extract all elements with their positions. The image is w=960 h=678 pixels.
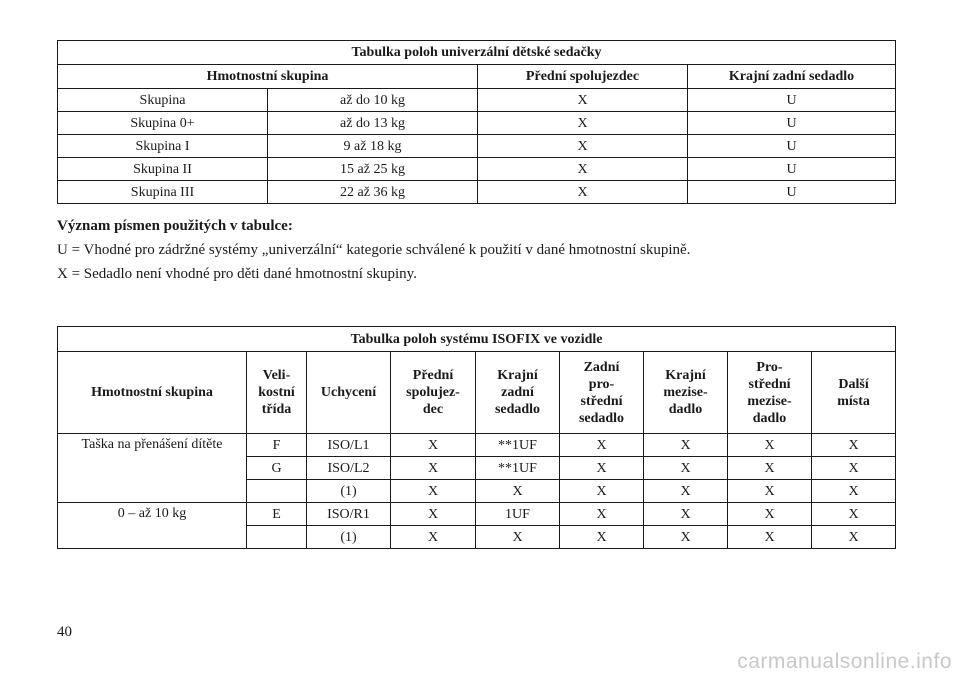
page-number: 40 — [57, 624, 72, 640]
table-cell: X — [560, 457, 644, 480]
table-cell: X — [478, 135, 688, 158]
table-cell: X — [478, 158, 688, 181]
table2-header-mounting: Uchycení — [307, 352, 391, 434]
table-cell: X — [560, 526, 644, 549]
table-cell: X — [812, 480, 896, 503]
table-cell: F — [247, 434, 307, 457]
isofix-table — [57, 326, 896, 549]
table1-header-rear-outer-seat: Krajní zadní sedadlo — [688, 65, 896, 89]
table-cell: Skupina — [58, 89, 268, 112]
table-cell: Skupina 0+ — [58, 112, 268, 135]
table2-header-weight-group: Hmotnostní skupina — [58, 352, 247, 434]
table-cell: X — [560, 434, 644, 457]
table-row — [58, 181, 896, 204]
universal-seat-table — [57, 40, 896, 204]
legend-line-x: X = Sedadlo není vhodné pro děti dané hmotnostní skupiny. — [57, 266, 417, 282]
table-cell: X — [644, 526, 728, 549]
table-cell: X — [560, 480, 644, 503]
table-cell: X — [476, 526, 560, 549]
table2-header-center-intermediate: Pro- střední mezise- dadlo — [728, 352, 812, 434]
table2-title: Tabulka poloh systému ISOFIX ve vozidle — [58, 327, 896, 352]
table-row — [58, 135, 896, 158]
table-cell: G — [247, 457, 307, 480]
group-label: 0 – až 10 kg — [58, 503, 247, 549]
table-cell: X — [644, 457, 728, 480]
table-cell: X — [728, 526, 812, 549]
table-cell: X — [478, 89, 688, 112]
table-cell: Skupina II — [58, 158, 268, 181]
table-cell: ISO/R1 — [307, 503, 391, 526]
table-cell: X — [644, 480, 728, 503]
table-row — [58, 158, 896, 181]
table-cell: X — [478, 181, 688, 204]
table2-header-front-passenger: Přední spolujez- dec — [391, 352, 476, 434]
table2-header-size-class: Veli- kostní třída — [247, 352, 307, 434]
table-row — [58, 89, 896, 112]
table-cell: U — [688, 181, 896, 204]
table-cell: U — [688, 158, 896, 181]
table-cell — [247, 480, 307, 503]
table-cell: X — [812, 457, 896, 480]
table-cell: 15 až 25 kg — [268, 158, 478, 181]
table-cell: X — [391, 503, 476, 526]
table-cell: Skupina I — [58, 135, 268, 158]
table-cell: Skupina III — [58, 181, 268, 204]
table-cell: **1UF — [476, 434, 560, 457]
table-cell: X — [560, 503, 644, 526]
table-cell: až do 10 kg — [268, 89, 478, 112]
table-cell: X — [812, 526, 896, 549]
table-cell: X — [728, 457, 812, 480]
table-cell: X — [391, 480, 476, 503]
table-cell: 1UF — [476, 503, 560, 526]
table-cell: X — [391, 526, 476, 549]
table-cell: X — [644, 503, 728, 526]
table-cell: 9 až 18 kg — [268, 135, 478, 158]
table-cell: X — [728, 480, 812, 503]
table-cell: U — [688, 135, 896, 158]
table1-header-front-passenger: Přední spolujezdec — [478, 65, 688, 89]
watermark: carmanualsonline.info — [737, 650, 952, 673]
table-cell: E — [247, 503, 307, 526]
table-cell: X — [812, 434, 896, 457]
table-cell: U — [688, 89, 896, 112]
table2-header-outer-intermediate: Krajní mezise- dadlo — [644, 352, 728, 434]
group-label: Taška na přenášení dítěte — [58, 434, 247, 503]
table1-header-weight-group: Hmotnostní skupina — [58, 65, 478, 89]
table2-header-rear-outer: Krajní zadní sedadlo — [476, 352, 560, 434]
table-cell: 22 až 36 kg — [268, 181, 478, 204]
table-cell: X — [478, 112, 688, 135]
legend-line-u: U = Vhodné pro zádržné systémy „univerzální“ kategorie schválené k použití v dané hmotnostní skupině. — [57, 242, 691, 258]
table-cell: X — [391, 434, 476, 457]
table-cell: ISO/L2 — [307, 457, 391, 480]
table-cell: **1UF — [476, 457, 560, 480]
table2-header-other-seats: Další místa — [812, 352, 896, 434]
table-cell: až do 13 kg — [268, 112, 478, 135]
table-cell: ISO/L1 — [307, 434, 391, 457]
table-cell: X — [391, 457, 476, 480]
table-cell: X — [644, 434, 728, 457]
table2-header-rear-center: Zadní pro- střední sedadlo — [560, 352, 644, 434]
table-cell: X — [476, 480, 560, 503]
table-cell — [247, 526, 307, 549]
table-cell: U — [688, 112, 896, 135]
table-row — [58, 434, 896, 457]
table-cell: X — [728, 434, 812, 457]
table1-title: Tabulka poloh univerzální dětské sedačky — [58, 41, 896, 65]
table-cell: (1) — [307, 526, 391, 549]
legend-heading: Význam písmen použitých v tabulce: — [57, 218, 293, 234]
table-row — [58, 112, 896, 135]
table-cell: X — [728, 503, 812, 526]
legend-notes — [57, 214, 690, 286]
table-cell: (1) — [307, 480, 391, 503]
table-cell: X — [812, 503, 896, 526]
table-row — [58, 503, 896, 526]
